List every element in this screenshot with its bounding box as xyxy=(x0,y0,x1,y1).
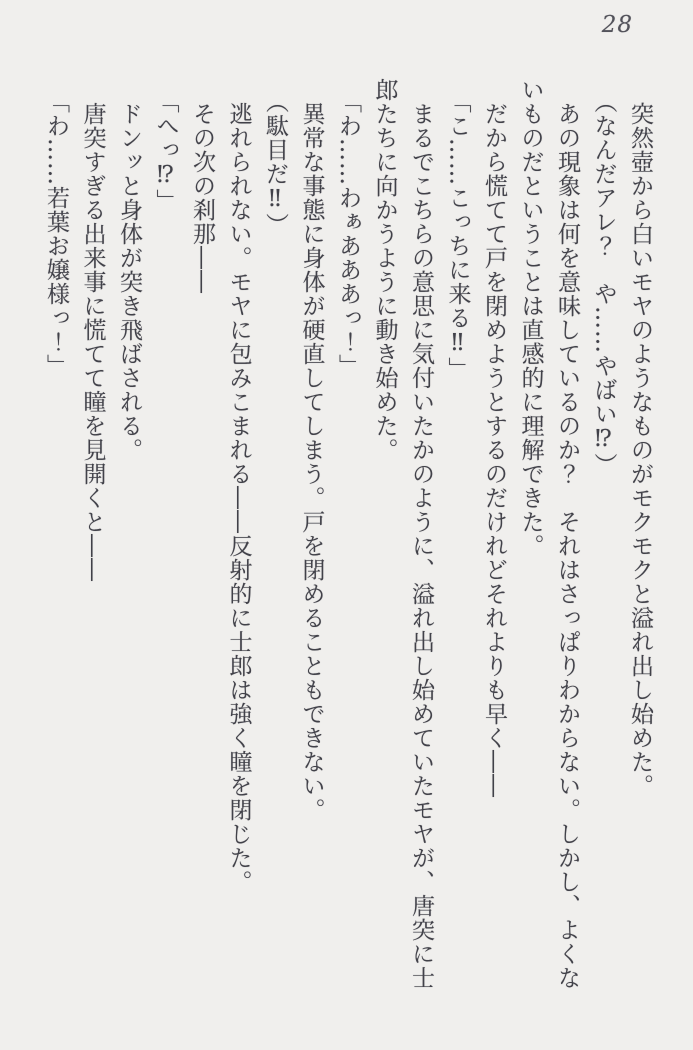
paragraph-narration: その次の刹那―― xyxy=(189,102,215,294)
paragraph-narration: 突然壺から白いモヤのようなものがモクモクと溢れ出し始めた。 xyxy=(627,102,653,798)
paragraph-narration: まるでこちらの意思に気付いたかのように、溢れ出し始めていたモヤが、唐突に士郎たちに向かうように動き始めた。 xyxy=(371,78,434,990)
paragraph-dialogue: 「こ……こっちに来る‼」 xyxy=(444,90,471,381)
paragraph-narration: だから慌てて戸を閉めようとするのだけれどそれよりも早く―― xyxy=(481,102,507,798)
paragraph-narration: 異常な事態に身体が硬直してしまう。戸を閉めることもできない。 xyxy=(298,102,325,822)
paragraph-narration: ドンッと身体が突き飛ばされる。 xyxy=(116,102,142,462)
paragraph-dialogue: 「へっ⁉」 xyxy=(152,90,179,213)
paragraph-thought: （なんだアレ？ や……やばい⁉） xyxy=(590,90,617,477)
paragraph-narration: 唐突すぎる出来事に慌てて瞳を見開くと―― xyxy=(79,102,106,582)
paragraph-narration: あの現象は何を意味しているのか？ それはさっぱりわからない。しかし、よくないものだということは直感的に理解できた。 xyxy=(517,78,580,990)
body-text xyxy=(38,78,659,998)
paragraph-thought: （駄目だ‼） xyxy=(262,90,288,237)
page-number: 28 xyxy=(601,12,633,38)
paragraph-dialogue: 「わ……わぁあああっ！」 xyxy=(335,90,361,378)
paragraph-narration: 逃れられない。モヤに包みこまれる――反射的に士郎は強く瞳を閉じた。 xyxy=(225,102,252,894)
paragraph-dialogue: 「わ……若葉お嬢様っ！」 xyxy=(43,90,69,378)
